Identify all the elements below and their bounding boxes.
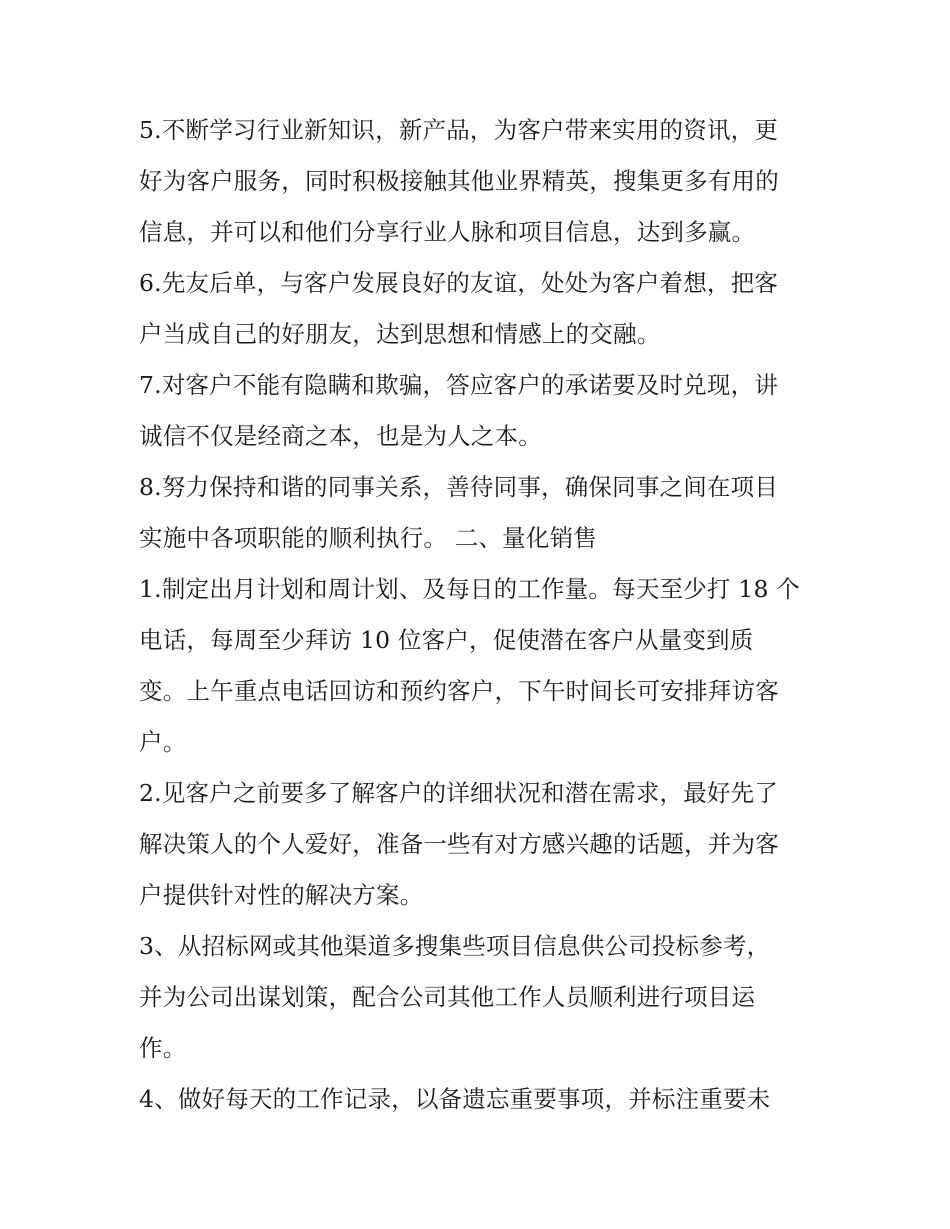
text-line: 户当成自己的好朋友，达到思想和情感上的交融。 bbox=[139, 320, 661, 348]
text-line: 1.制定出月计划和周计划、及每日的工作量。每天至少打 18 个 bbox=[139, 575, 800, 603]
text-line: 7.对客户不能有隐瞒和欺骗，答应客户的承诺要及时兑现，讲 bbox=[139, 371, 779, 399]
text-line: 3、从招标网或其他渠道多搜集些项目信息供公司投标参考， bbox=[139, 932, 771, 960]
text-line: 户。 bbox=[139, 728, 187, 756]
text-line: 6.先友后单，与客户发展良好的友谊，处处为客户着想，把客 bbox=[139, 269, 779, 297]
text-line: 作。 bbox=[139, 1034, 187, 1062]
text-line: 4、做好每天的工作记录，以备遗忘重要事项，并标注重要未 bbox=[139, 1085, 771, 1113]
text-line: 解决策人的个人爱好，准备一些有对方感兴趣的话题，并为客 bbox=[139, 830, 779, 858]
text-line: 8.努力保持和谐的同事关系，善待同事，确保同事之间在项目 bbox=[139, 473, 779, 501]
text-line: 实施中各项职能的顺利执行。 二、量化销售 bbox=[139, 524, 597, 552]
text-line: 诚信不仅是经商之本，也是为人之本。 bbox=[139, 422, 542, 450]
text-line: 5.不断学习行业新知识，新产品，为客户带来实用的资讯，更 bbox=[139, 116, 779, 144]
text-line: 电话，每周至少拜访 10 位客户，促使潜在客户从量变到质 bbox=[139, 626, 754, 654]
text-line: 并为公司出谋划策，配合公司其他工作人员顺利进行项目运 bbox=[139, 983, 756, 1011]
text-line: 2.见客户之前要多了解客户的详细状况和潜在需求，最好先了 bbox=[139, 779, 779, 807]
text-line: 户提供针对性的解决方案。 bbox=[139, 881, 424, 909]
text-line: 变。上午重点电话回访和预约客户，下午时间长可安排拜访客 bbox=[139, 677, 779, 705]
text-line: 信息，并可以和他们分享行业人脉和项目信息，达到多赢。 bbox=[139, 218, 756, 246]
text-line: 好为客户服务，同时积极接触其他业界精英，搜集更多有用的 bbox=[139, 167, 779, 195]
